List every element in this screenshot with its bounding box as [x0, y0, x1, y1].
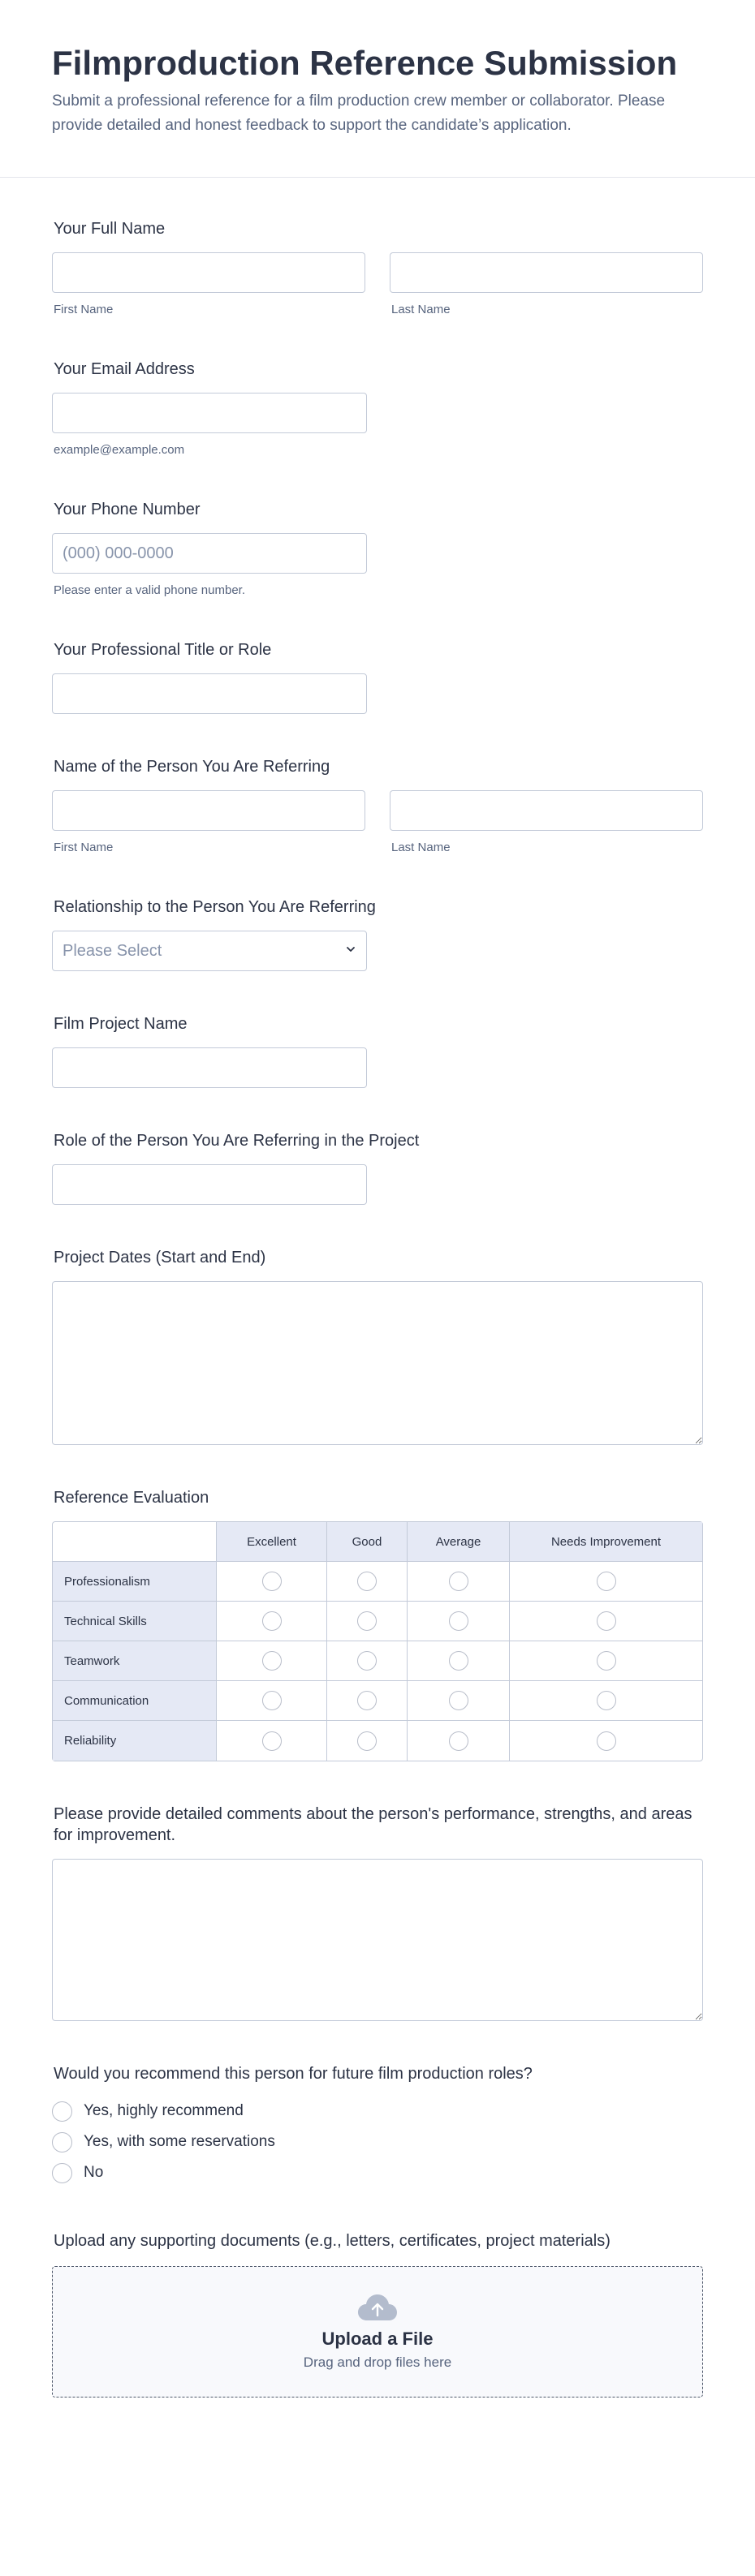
relationship-dropdown[interactable] — [52, 931, 367, 971]
matrix-row-teamwork — [53, 1641, 702, 1681]
matrix-cell[interactable] — [327, 1681, 408, 1721]
radio-button[interactable] — [357, 1691, 377, 1710]
radio-button[interactable] — [597, 1611, 616, 1631]
referee-first-name-field — [52, 790, 365, 854]
radio-button[interactable] — [449, 1731, 468, 1751]
project-name-field — [52, 1047, 367, 1088]
matrix-col-good: Good — [327, 1522, 408, 1562]
matrix-header-row — [53, 1522, 702, 1562]
radio-button[interactable] — [357, 1651, 377, 1671]
question-full-name — [52, 218, 703, 316]
form-subtitle: Submit a professional reference for a film production crew member or collaborator. Please provide detailed and honest feedback to support the candidate’s application. — [52, 92, 666, 134]
matrix-cell[interactable] — [408, 1602, 510, 1641]
radio-button[interactable] — [357, 1731, 377, 1751]
chevron-down-icon — [346, 944, 356, 954]
matrix-cell[interactable] — [217, 1562, 327, 1602]
radio-button[interactable] — [357, 1611, 377, 1631]
email-field — [52, 393, 367, 457]
matrix-cell[interactable] — [510, 1721, 702, 1761]
matrix-cell[interactable] — [510, 1641, 702, 1681]
matrix-cell[interactable] — [327, 1641, 408, 1681]
referee-name-label: Name of the Person You Are Referring — [54, 758, 330, 776]
matrix-row-reliability — [53, 1721, 702, 1761]
matrix-row-label: Reliability — [53, 1721, 217, 1761]
recommend-label: Would you recommend this person for future film production roles? — [54, 2065, 533, 2083]
question-evaluation — [52, 1487, 703, 1761]
radio-button[interactable] — [52, 2163, 72, 2183]
email-input[interactable] — [52, 393, 367, 433]
email-label: Your Email Address — [54, 360, 195, 378]
radio-button[interactable] — [449, 1572, 468, 1591]
recommend-option-no[interactable] — [52, 2157, 703, 2188]
upload-subtitle: Drag and drop files here — [303, 2355, 452, 2370]
question-project-role — [52, 1130, 703, 1205]
project-name-input[interactable] — [52, 1047, 367, 1088]
radio-button[interactable] — [449, 1691, 468, 1710]
radio-button[interactable] — [597, 1731, 616, 1751]
full-name-label: Your Full Name — [54, 220, 166, 238]
radio-button[interactable] — [597, 1572, 616, 1591]
matrix-row-label: Technical Skills — [53, 1602, 217, 1641]
radio-button[interactable] — [262, 1691, 282, 1710]
phone-sublabel: Please enter a valid phone number. — [54, 583, 245, 597]
question-upload — [52, 2230, 703, 2398]
matrix-col-average: Average — [408, 1522, 510, 1562]
matrix-cell[interactable] — [327, 1721, 408, 1761]
relationship-select-value[interactable]: Please Select — [52, 931, 367, 971]
file-upload-dropzone[interactable] — [52, 2266, 703, 2398]
matrix-col-needs-improvement: Needs Improvement — [510, 1522, 702, 1562]
radio-button[interactable] — [597, 1691, 616, 1710]
comments-label: Please provide detailed comments about the person's performance, strengths, and areas for improvement. — [54, 1805, 692, 1844]
option-label: Yes, with some reservations — [84, 2133, 275, 2150]
matrix-cell[interactable] — [408, 1641, 510, 1681]
matrix-cell[interactable] — [408, 1562, 510, 1602]
comments-textarea[interactable] — [52, 1859, 703, 2021]
question-phone — [52, 499, 703, 597]
evaluation-label: Reference Evaluation — [54, 1489, 209, 1507]
radio-button[interactable] — [262, 1572, 282, 1591]
evaluation-matrix — [52, 1521, 703, 1761]
matrix-cell[interactable] — [217, 1681, 327, 1721]
last-name-field — [390, 252, 703, 316]
question-email — [52, 359, 703, 457]
referee-last-name-sublabel: Last Name — [391, 841, 451, 854]
referee-first-name-input[interactable] — [52, 790, 365, 831]
project-role-label: Role of the Person You Are Referring in the Project — [54, 1132, 420, 1150]
matrix-col-excellent: Excellent — [217, 1522, 327, 1562]
question-project-dates — [52, 1247, 703, 1445]
radio-button[interactable] — [262, 1611, 282, 1631]
relationship-label: Relationship to the Person You Are Referring — [54, 898, 376, 916]
title-role-label: Your Professional Title or Role — [54, 641, 272, 659]
option-label: Yes, highly recommend — [84, 2102, 244, 2119]
matrix-cell[interactable] — [327, 1562, 408, 1602]
project-dates-label: Project Dates (Start and End) — [54, 1249, 266, 1266]
matrix-corner — [53, 1522, 217, 1562]
project-role-field — [52, 1164, 367, 1205]
matrix-cell[interactable] — [510, 1681, 702, 1721]
upload-title: Upload a File — [321, 2329, 434, 2349]
first-name-field — [52, 252, 365, 316]
recommend-options — [52, 2096, 703, 2188]
radio-button[interactable] — [52, 2132, 72, 2152]
project-name-label: Film Project Name — [54, 1015, 188, 1033]
form-title: Filmproduction Reference Submission — [52, 44, 678, 82]
radio-button[interactable] — [262, 1651, 282, 1671]
question-project-name — [52, 1013, 703, 1088]
last-name-input[interactable] — [390, 252, 703, 293]
radio-button[interactable] — [597, 1651, 616, 1671]
matrix-cell[interactable] — [510, 1562, 702, 1602]
matrix-cell[interactable] — [408, 1681, 510, 1721]
radio-button[interactable] — [449, 1651, 468, 1671]
first-name-sublabel: First Name — [54, 303, 114, 316]
question-title-role — [52, 639, 703, 714]
matrix-cell[interactable] — [217, 1721, 327, 1761]
last-name-sublabel: Last Name — [391, 303, 451, 316]
radio-button[interactable] — [449, 1611, 468, 1631]
question-relationship — [52, 897, 703, 971]
matrix-row-professionalism — [53, 1562, 702, 1602]
form-header — [0, 0, 755, 178]
recommend-option-highly[interactable] — [52, 2096, 703, 2127]
matrix-cell[interactable] — [408, 1721, 510, 1761]
referee-last-name-input[interactable] — [390, 790, 703, 831]
question-referee-name — [52, 756, 703, 854]
referee-last-name-field — [390, 790, 703, 854]
recommend-option-reservations[interactable] — [52, 2127, 703, 2157]
phone-input[interactable] — [52, 533, 367, 574]
radio-button[interactable] — [357, 1572, 377, 1591]
matrix-row-technical-skills — [53, 1602, 702, 1641]
matrix-cell[interactable] — [217, 1602, 327, 1641]
radio-button[interactable] — [52, 2101, 72, 2122]
matrix-row-label: Professionalism — [53, 1562, 217, 1602]
matrix-row-label: Communication — [53, 1681, 217, 1721]
option-label: No — [84, 2164, 104, 2181]
radio-button[interactable] — [262, 1731, 282, 1751]
matrix-cell[interactable] — [327, 1602, 408, 1641]
project-role-input[interactable] — [52, 1164, 367, 1205]
matrix-cell[interactable] — [217, 1641, 327, 1681]
referee-first-name-sublabel: First Name — [54, 841, 114, 854]
phone-field — [52, 533, 367, 597]
matrix-cell[interactable] — [510, 1602, 702, 1641]
project-dates-textarea[interactable] — [52, 1281, 703, 1445]
email-sublabel: example@example.com — [54, 443, 185, 457]
cloud-upload-icon — [357, 2293, 398, 2322]
title-role-field — [52, 673, 367, 714]
matrix-row-label: Teamwork — [53, 1641, 217, 1681]
matrix-row-communication — [53, 1681, 702, 1721]
question-comments — [52, 1804, 703, 2021]
form-body — [0, 218, 755, 2398]
title-role-input[interactable] — [52, 673, 367, 714]
first-name-input[interactable] — [52, 252, 365, 293]
phone-label: Your Phone Number — [54, 501, 201, 518]
upload-label: Upload any supporting documents (e.g., letters, certificates, project materials) — [54, 2232, 610, 2250]
question-recommend — [52, 2063, 703, 2188]
